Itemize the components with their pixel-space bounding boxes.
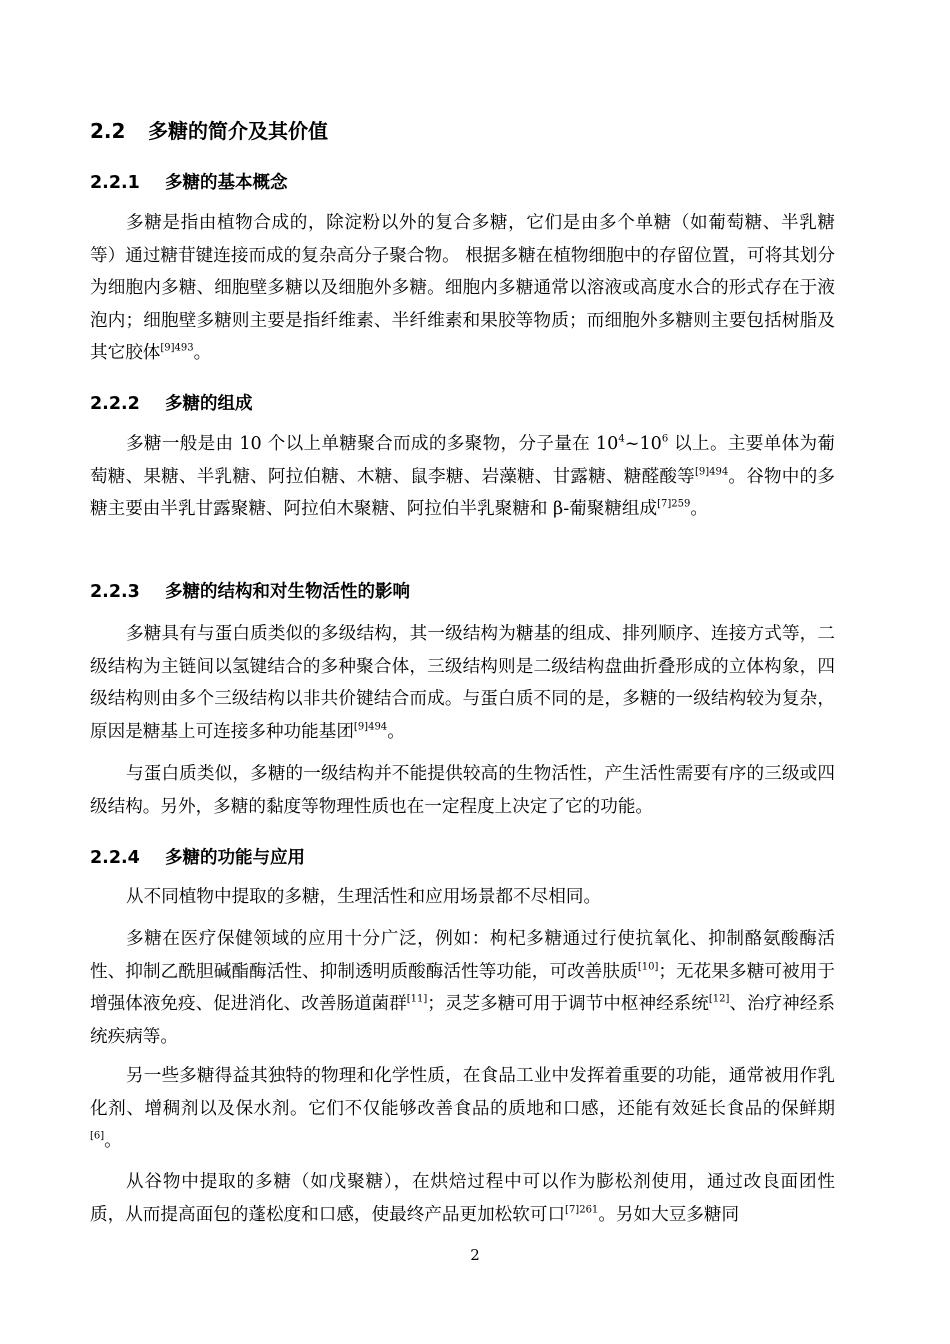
paragraph-text: 。 <box>387 721 405 742</box>
citation: [9]494 <box>694 466 729 478</box>
paragraph-text: 另一些多糖得益其独特的物理和化学性质，在食品工业中发挥着重要的功能，通常被用作乳化剂、增稠剂以及保水剂。它们不仅能够改善食品的质地和口感，还能有效延长食品的保鲜期 <box>90 1066 835 1119</box>
citation: [7]259 <box>657 498 691 510</box>
citation: [10] <box>637 961 659 973</box>
subsection-heading <box>90 579 410 605</box>
subsection-title: 多糖的组成 <box>165 394 253 414</box>
paragraph-text: 多糖具有与蛋白质类似的多级结构，其一级结构为糖基的组成、排列顺序、连接方式等，二级结构为主链间以氢键结合的多种聚合体，三级结构则是二级结构盘曲折叠形成的立体构象，四级结构则由多个三级结构以非共价键结合而成。与蛋白质不同的是，多糖的一级结构较为复杂，原因是糖基上可连接多种功能基团 <box>90 624 835 742</box>
paragraph-text: ~10 <box>624 434 662 454</box>
paragraph-text: 与蛋白质类似，多糖的一级结构并不能提供较高的生物活性，产生活性需要有序的三级或四级结构。另外，多糖的黏度等物理性质也在一定程度上决定了它的功能。 <box>90 764 835 817</box>
citation: [11] <box>406 993 428 1005</box>
paragraph <box>90 1060 835 1158</box>
subsection-heading <box>90 391 253 417</box>
subsection-heading <box>90 170 288 196</box>
paragraph-text: 。 <box>104 1131 122 1152</box>
paragraph <box>90 923 835 1053</box>
paragraph-text: 从谷物中提取的多糖（如戊聚糖），在烘焙过程中可以作为膨松剂使用，通过改良面团性质，从而提高面包的蓬松度和口感，使最终产品更加松软可口 <box>90 1172 835 1225</box>
citation: [9]493 <box>160 342 194 354</box>
paragraph-text: 。谷物中的多糖主要由半乳甘露聚糖、阿拉伯木聚糖、阿拉伯半乳聚糖和 β-葡聚糖组成 <box>90 466 835 520</box>
subsection-number: 2.2.1 <box>90 173 140 193</box>
paragraph-text: 。 <box>690 499 708 520</box>
paragraph-text: 多糖一般是由 10 个以上单糖聚合而成的多聚物，分子量在 10 <box>126 434 619 454</box>
exponent: 4 <box>618 433 625 445</box>
paragraph-text: 。 <box>193 343 212 364</box>
paragraph <box>90 1166 835 1231</box>
subsection-heading <box>90 845 305 871</box>
exponent: 6 <box>661 433 669 445</box>
subsection-title: 多糖的基本概念 <box>165 173 288 193</box>
citation: [9]494 <box>353 721 388 733</box>
citation: [7]261 <box>565 1204 599 1216</box>
section-title: 多糖的简介及其价值 <box>148 119 328 143</box>
subsection-number: 2.2.2 <box>90 394 140 414</box>
subsection-title: 多糖的功能与应用 <box>165 848 305 868</box>
subsection-number: 2.2.4 <box>90 848 140 868</box>
paragraph-text: ；无花果多糖可被用于增强体液免疫、促进消化、改善肠道菌群 <box>90 961 835 1015</box>
paragraph <box>90 881 835 914</box>
subsection-number: 2.2.3 <box>90 582 140 602</box>
paragraph-text: 从不同植物中提取的多糖，生理活性和应用场景都不尽相同。 <box>126 887 602 907</box>
citation: [12] <box>708 993 730 1005</box>
section-heading <box>90 117 328 145</box>
paragraph-text: 以上。主要单体为葡萄糖、果糖、半乳糖、阿拉伯糖、木糖、鼠李糖、岩藻糖、甘露糖、糖醛酸等 <box>90 434 835 487</box>
subsection-title: 多糖的结构和对生物活性的影响 <box>165 582 410 602</box>
paragraph <box>90 207 835 370</box>
page-number: 2 <box>470 1246 480 1264</box>
paragraph <box>90 758 835 823</box>
paragraph-text: ；灵芝多糖可用于调节中枢神经系统 <box>427 994 709 1015</box>
section-number: 2.2 <box>90 119 126 143</box>
paragraph-text: 、治疗神经系统疾病等。 <box>90 994 835 1047</box>
paragraph <box>90 428 835 526</box>
paragraph-text: 多糖在医疗保健领域的应用十分广泛，例如：枸杞多糖通过行使抗氧化、抑制酪氨酸酶活性、抑制乙酰胆碱酯酶活性、抑制透明质酸酶活性等功能，可改善肤质 <box>90 929 835 982</box>
paragraph-text: 多糖是指由植物合成的，除淀粉以外的复合多糖，它们是由多个单糖（如葡萄糖、半乳糖等）通过糖苷键连接而成的复杂高分子聚合物。 根据多糖在植物细胞中的存留位置，可将其划分为细胞内多糖、细胞壁多糖以及细胞外多糖。细胞内多糖通常以溶液或高度水合的形式存在于液泡内；细胞壁多糖则主要是指纤维素、半纤维素和果胶等物质；而细胞外多糖则主要包括树脂及其它胶体 <box>90 213 835 364</box>
citation: [6] <box>90 1130 105 1142</box>
paragraph-text: 。另如大豆多糖同 <box>598 1204 740 1225</box>
paragraph <box>90 618 835 748</box>
